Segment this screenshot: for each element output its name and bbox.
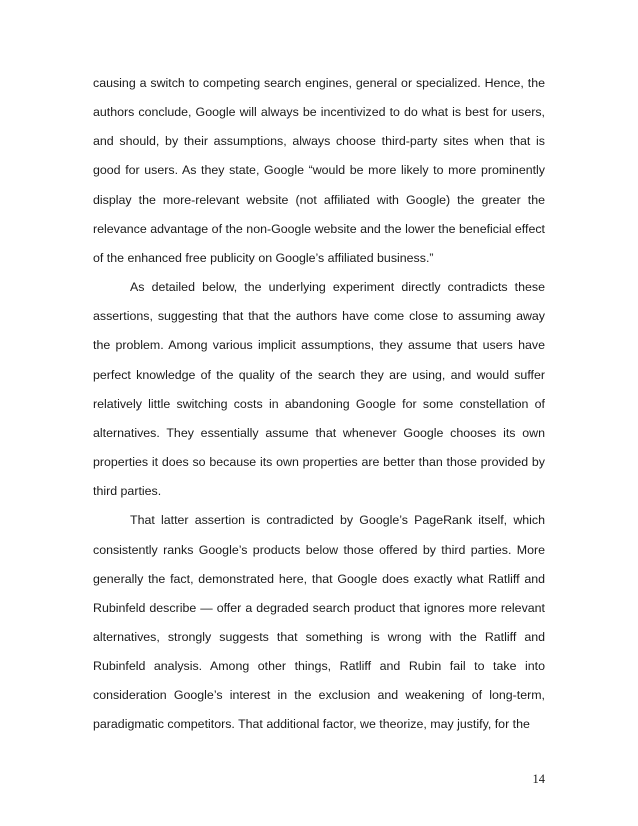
body-text	[93, 69, 545, 740]
paragraph-2: As detailed below, the underlying experiment directly contradicts these assertions, suggesting that that the authors have come close to assuming away the problem. Among various implicit assumptions, they assume that users have perfect knowledge of the quality of the search they are using, and would suffer relatively little switching costs in abandoning Google for some constellation of alternatives. They essentially assume that whenever Google chooses its own properties it does so because its own properties are better than those provided by third parties.	[93, 280, 545, 499]
paragraph-1: causing a switch to competing search engines, general or specialized. Hence, the authors conclude, Google will always be incentivized to do what is best for users, and should, by their assumptions, always choose third-party sites when that is good for users. As they state, Google “would be more likely to more prominently display the more-relevant website (not affiliated with Google) the greater the relevance advantage of the non-Google website and the lower the beneficial effect of the enhanced free publicity on Google’s affiliated business.”	[93, 76, 545, 265]
page-number: 14	[532, 772, 545, 786]
paragraph-3: That latter assertion is contradicted by Google’s PageRank itself, which consistently ranks Google’s products below those offered by third parties. More generally the fact, demonstrated here, that Google does exactly what Ratliff and Rubinfeld describe — offer a degraded search product that ignores more relevant alternatives, strongly suggests that something is wrong with the Ratliff and Rubinfeld analysis. Among other things, Ratliff and Rubin fail to take into consideration Google’s interest in the exclusion and weakening of long-term, paradigmatic competitors. That additional factor, we theorize, may justify, for the	[93, 513, 545, 732]
